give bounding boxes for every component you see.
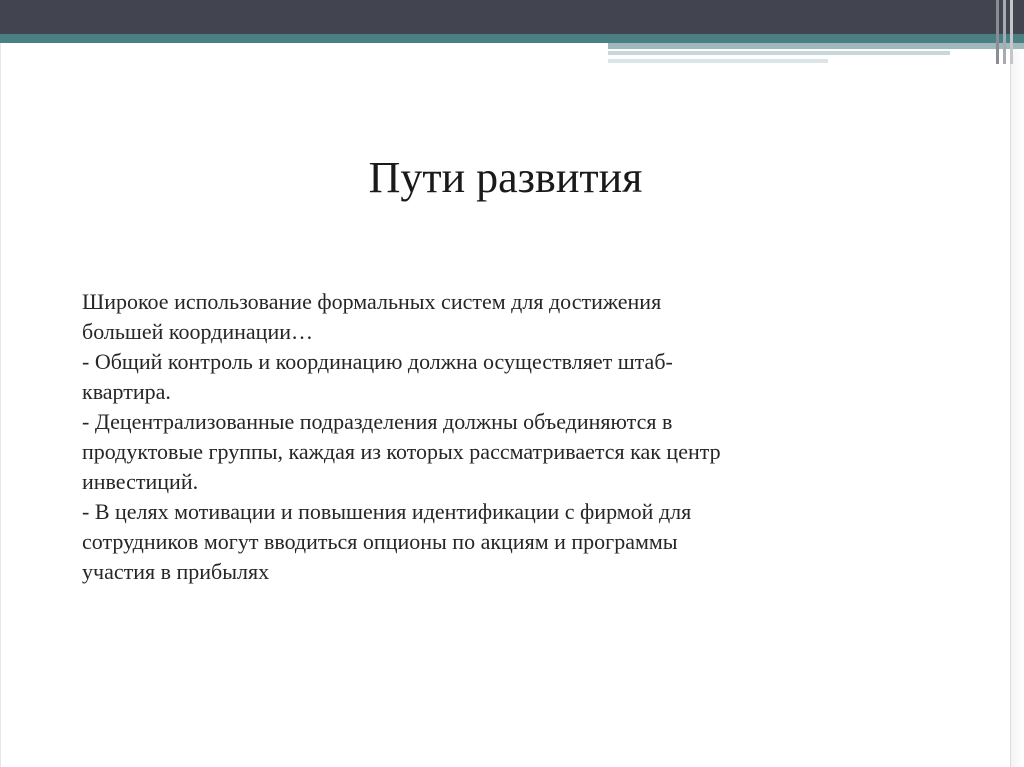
- body-line: большей координации…: [82, 319, 313, 344]
- body-line: - Общий контроль и координацию должна осуществляет штаб-: [82, 349, 673, 374]
- slide-title: Пути развития: [368, 153, 643, 202]
- header-band-teal: [0, 34, 1024, 43]
- body-line: сотрудников могут вводиться опционы по акциям и программы: [82, 529, 678, 554]
- slide-edge-shadow: [1011, 0, 1024, 767]
- slide-body-text: [82, 287, 882, 587]
- header-accent-line-3: [608, 59, 828, 63]
- header-vertical-stripe-1: [996, 0, 999, 64]
- header-band-dark: [0, 0, 1024, 34]
- body-line: продуктовые группы, каждая из которых рассматривается как центр: [82, 439, 721, 464]
- header-accent-line-2: [608, 51, 950, 55]
- header-vertical-stripe-3: [1010, 0, 1013, 64]
- header-accent-line-1: [608, 43, 1024, 49]
- header-vertical-stripe-2: [1003, 0, 1006, 64]
- body-line: квартира.: [82, 379, 171, 404]
- body-line: участия в прибылях: [82, 559, 270, 584]
- body-line: инвестиций.: [82, 469, 199, 494]
- body-line: - Децентрализованные подразделения должны объединяются в: [82, 409, 673, 434]
- body-line: - В целях мотивации и повышения идентификации с фирмой для: [82, 499, 692, 524]
- body-line: Широкое использование формальных систем для достижения: [82, 289, 662, 314]
